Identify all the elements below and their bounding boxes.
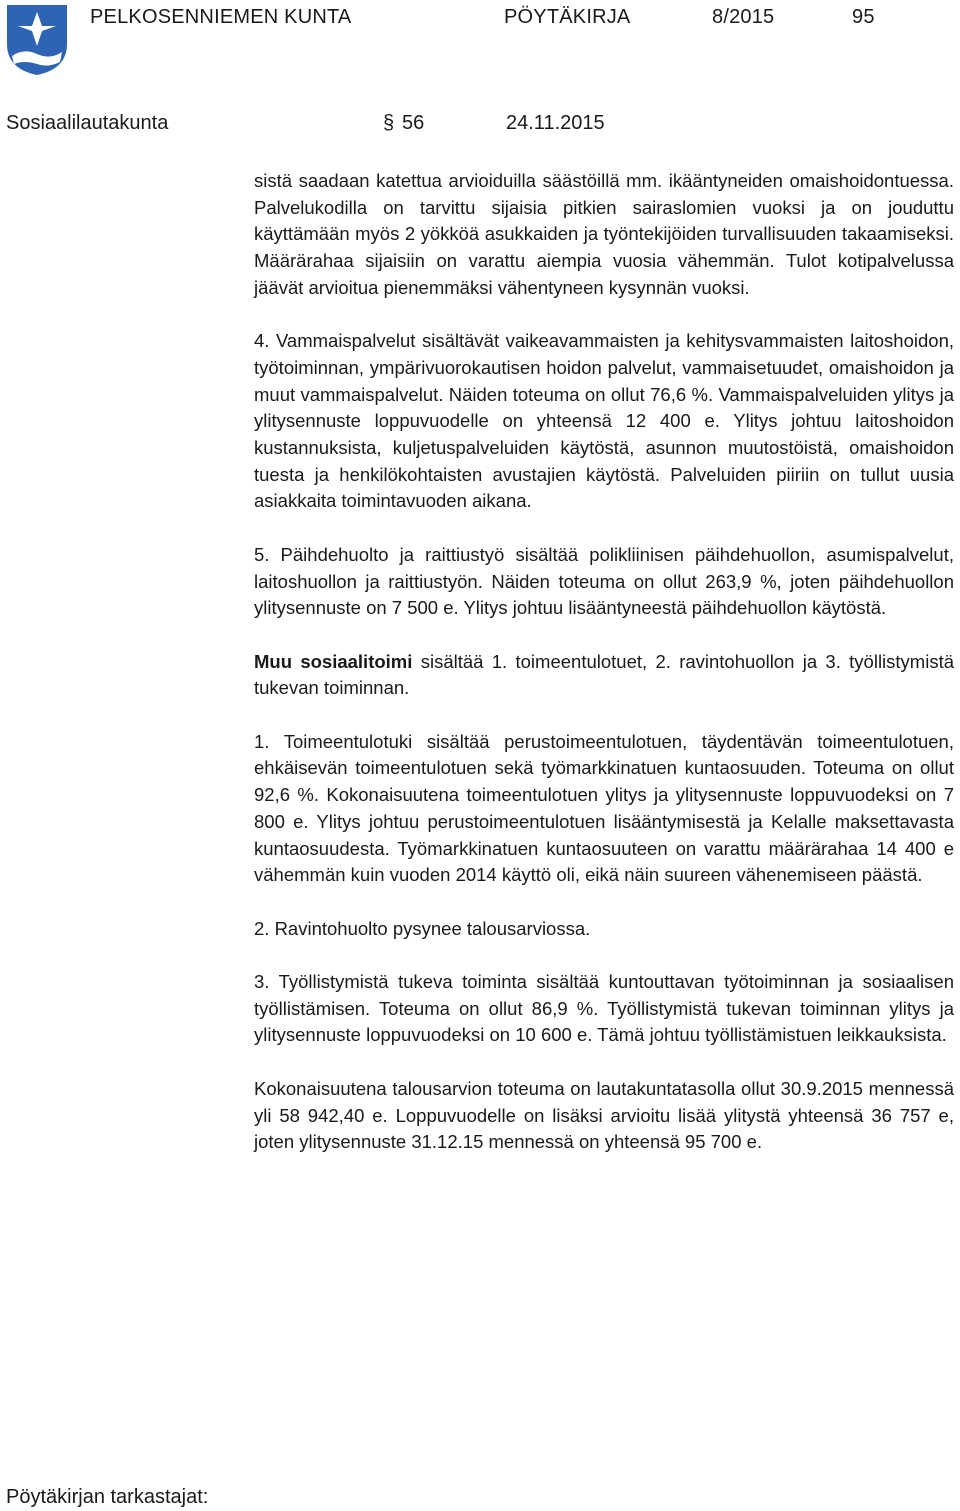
paragraph-substance-abuse-care: 5. Päihdehuolto ja raittiustyö sisältää polikliinisen päihdehuollon, asumispalvelut, laitoshuollon ja raittiustyön. Näiden toteuma on ollut 263,9 %, joten päihdehuollon ylitysennuste on 7 500 e. Ylitys johtuu lisääntyneestä päihdehuollon käytöstä. bbox=[254, 543, 954, 619]
other-social-services-text: sisältää 1. toimeentulotuet, 2. ravintohuollon ja 3. työllistymistä tukevan toiminnan. bbox=[254, 650, 955, 699]
document-type: PÖYTÄKIRJA bbox=[504, 6, 631, 28]
paragraph-home-services: sistä saadaan katettua arvioiduilla säästöillä mm. ikääntyneiden omaishoidontuessa. Palvelukodilla on tarvittu sijaisia pitkien sairaslomien vuoksi ja on jouduttu käyttämään myös 2 yökköä asukkaiden ja työntekijöiden turvallisuuden takaamiseksi. Määrärahaa sijaisiin on varattu aiempia vuosia vähemmän. Tulot kotipalvelussa jäävät arvioitua pienemmäksi vähentyneen kysynnän vuoksi. bbox=[254, 170, 954, 298]
paragraph-employment-support: 3. Työllistymistä tukeva toiminta sisältää kuntouttavan työtoiminnan ja sosiaalisen työllistämisen. Toteuma on ollut 86,9 %. Työllistymistä tukevan toiminnan ylitys ja ylitysennuste loppuvuodeksi on 10 600 e. Tämä johtuu työllistämistuen leikkauksista. bbox=[254, 971, 954, 1046]
paragraph-other-social-services bbox=[254, 649, 954, 702]
other-social-services-heading: Muu sosiaalitoimi bbox=[254, 650, 413, 672]
paragraph-nutrition-care: 2. Ravintohuolto pysynee talousarviossa. bbox=[254, 917, 591, 939]
meeting-date: 24.11.2015 bbox=[506, 112, 605, 134]
document-body bbox=[254, 168, 954, 1183]
paragraph-disability-services: 4. Vammaispalvelut sisältävät vaikeavammaisten ja kehitysvammaisten laitoshoidon, työtoiminnan, ympärivuorokautisen hoidon palvelut, vammaisetuudet, omaishoidon ja muut vammaispalvelut. Näiden toteuma on ollut 76,6 %. Vammaispalveluiden ylitys ja ylitysennuste loppuvuodelle on yhteensä 12 400 e. Ylitys johtuu laitoshoidon kustannuksista, kuljetuspalveluiden käytöstä, asunnon muutostöistä, omaishoidon tuesta ja henkilökohtaisten avustajien käytöstä. Palveluiden piiriin on tullut uusia asiakkaita toimintavuoden aikana. bbox=[254, 330, 954, 512]
svg-text:§: § bbox=[383, 112, 395, 132]
municipality-name: PELKOSENNIEMEN KUNTA bbox=[90, 6, 352, 28]
paragraph-total-summary: Kokonaisuutena talousarvion toteuma on lautakuntatasolla ollut 30.9.2015 mennessä yli 58 942,40 e. Loppuvuodelle on lisäksi arvioitu lisää ylitystä yhteensä 36 757 e, joten ylitysennuste 31.12.15 mennessä on yhteensä 95 700 e. bbox=[254, 1077, 954, 1153]
document-number: 8/2015 bbox=[712, 6, 775, 28]
crest-icon bbox=[6, 4, 68, 76]
minutes-reviewers-label: Pöytäkirjan tarkastajat: bbox=[6, 1486, 209, 1508]
paragraph-income-support: 1. Toimeentulotuki sisältää perustoimeentulotuen, täydentävän toimeentulotuen, ehkäisevän toimeentulotuen sekä työmarkkinatuen kuntaosuuden. Toteuma on ollut 92,6 %. Kokonaisuutena toimeentulotuen ylitys ja ylitysennuste loppuvuodeksi on 7 800 e. Ylitys johtuu perustoimeentulotuen lisääntymisestä ja Kelalle maksettavasta kuntaosuudesta. Työmarkkinatuen kuntaosuuteen on varattu määrärahaa 14 400 e vähemmän kuin vuoden 2014 käyttö oli, eikä näin suureen vähenemiseen päästä. bbox=[254, 730, 954, 886]
section-sign-icon bbox=[383, 112, 397, 132]
board-name: Sosiaalilautakunta bbox=[6, 112, 169, 134]
section-number: 56 bbox=[402, 112, 425, 134]
page-number: 95 bbox=[852, 6, 875, 28]
